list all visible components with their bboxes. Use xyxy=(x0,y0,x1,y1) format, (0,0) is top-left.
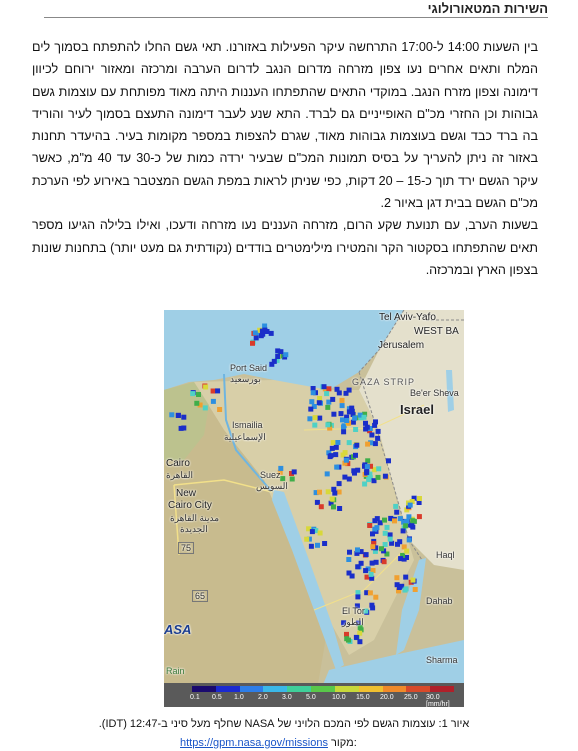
radar-pixel xyxy=(308,407,313,412)
radar-pixel xyxy=(364,552,369,557)
radar-pixel xyxy=(331,440,336,445)
radar-pixel xyxy=(408,503,413,508)
radar-pixel xyxy=(354,443,359,448)
radar-pixel xyxy=(272,359,277,364)
radar-pixel xyxy=(344,632,349,637)
legend-tick: 0.1 xyxy=(190,694,200,701)
radar-pixel xyxy=(376,475,381,480)
legend-swatch xyxy=(335,686,359,692)
radar-pixel xyxy=(250,341,255,346)
legend-swatch xyxy=(406,686,430,692)
label-cairo-ar: القاهرة xyxy=(166,470,193,480)
radar-pixel xyxy=(254,335,259,340)
radar-pixel xyxy=(344,418,349,423)
legend-swatch xyxy=(216,686,240,692)
radar-pixel xyxy=(364,470,369,475)
radar-pixel xyxy=(369,572,374,577)
radar-pixel xyxy=(395,542,400,547)
radar-pixel xyxy=(181,426,186,431)
label-gaza-strip: GAZA STRIP xyxy=(352,377,416,387)
radar-pixel xyxy=(404,586,409,591)
legend-tick: 3.0 xyxy=(282,694,292,701)
radar-pixel xyxy=(385,525,390,530)
radar-pixel xyxy=(315,543,320,548)
label-port-said-ar: بورسعيد xyxy=(230,374,261,384)
radar-pixel xyxy=(362,415,367,420)
radar-pixel xyxy=(313,415,318,420)
radar-pixel xyxy=(350,574,355,579)
radar-pixel xyxy=(379,546,384,551)
legend-tick: 0.5 xyxy=(212,694,222,701)
radar-pixel xyxy=(372,527,377,532)
label-ismailia-ar: الإسماعيلية xyxy=(224,432,266,442)
radar-pixel xyxy=(330,497,335,502)
radar-pixel xyxy=(253,330,258,335)
label-new-cairo-city: Cairo City xyxy=(168,500,212,511)
radar-pixel xyxy=(409,523,414,528)
radar-pixel xyxy=(304,537,309,542)
radar-pixel xyxy=(347,550,352,555)
radar-pixel xyxy=(372,518,377,523)
radar-pixel xyxy=(382,559,387,564)
radar-pixel xyxy=(392,518,397,523)
label-jerusalem: Jerusalem xyxy=(378,340,425,351)
radar-pixel xyxy=(362,482,367,487)
radar-pixel xyxy=(319,504,324,509)
radar-pixel xyxy=(275,348,280,353)
radar-pixel xyxy=(369,603,374,608)
radar-pixel xyxy=(331,504,336,509)
radar-pixel xyxy=(326,489,331,494)
radar-pixel xyxy=(403,523,408,528)
radar-pixel xyxy=(317,400,322,405)
radar-pixel xyxy=(354,635,359,640)
radar-pixel xyxy=(413,587,418,592)
radar-pixel xyxy=(333,452,338,457)
radar-pixel xyxy=(334,465,339,470)
radar-pixel xyxy=(325,422,330,427)
radar-pixel xyxy=(312,423,317,428)
radar-pixel xyxy=(383,474,388,479)
legend-tick: 10.0 xyxy=(332,694,346,701)
radar-pixel xyxy=(211,399,216,404)
radar-pixel xyxy=(370,561,375,566)
radar-pixel xyxy=(315,500,320,505)
radar-pixel xyxy=(322,384,327,389)
radar-pixel xyxy=(375,436,380,441)
radar-pixel xyxy=(367,523,372,528)
radar-pixel xyxy=(376,466,381,471)
caption-source xyxy=(180,737,357,749)
label-beer-sheva: Be'er Sheva xyxy=(410,388,459,398)
radar-pixel xyxy=(373,441,378,446)
label-new-cairo: New xyxy=(176,488,197,499)
legend-tick: 20.0 xyxy=(380,694,394,701)
legend-tick: 2.0 xyxy=(258,694,268,701)
radar-pixel xyxy=(370,544,375,549)
legend-swatch xyxy=(240,686,264,692)
radar-pixel xyxy=(347,388,352,393)
radar-pixel xyxy=(394,575,399,580)
radar-pixel xyxy=(401,528,406,533)
radar-pixel xyxy=(283,352,288,357)
radar-pixel xyxy=(292,469,297,474)
radar-pixel xyxy=(407,537,412,542)
label-port-said: Port Said xyxy=(230,363,268,373)
label-cairo: Cairo xyxy=(166,458,190,469)
radar-pixel xyxy=(417,496,422,501)
radar-pixel xyxy=(317,490,322,495)
label-dahab: Dahab xyxy=(426,596,453,606)
label-el-tor: El Tor xyxy=(342,606,365,616)
label-tel-aviv: Tel Aviv-Yafo xyxy=(379,312,436,323)
radar-pixel xyxy=(324,391,329,396)
radar-pixel xyxy=(411,578,416,583)
radar-pixel xyxy=(203,405,208,410)
radar-pixel xyxy=(330,446,335,451)
radar-pixel xyxy=(326,386,331,391)
radar-pixel xyxy=(352,416,357,421)
radar-pixel xyxy=(386,458,391,463)
legend-swatch xyxy=(359,686,383,692)
label-new-cairo-ar2: الجديدة xyxy=(180,524,208,534)
radar-pixel xyxy=(194,401,199,406)
radar-pixel xyxy=(340,398,345,403)
radar-pixel xyxy=(309,399,314,404)
source-link[interactable]: https://gpm.nasa.gov/missions xyxy=(180,737,328,749)
radar-pixel xyxy=(398,556,403,561)
radar-pixel xyxy=(359,561,364,566)
radar-pixel xyxy=(365,442,370,447)
legend-swatch xyxy=(311,686,335,692)
radar-pixel xyxy=(203,385,208,390)
radar-pixel xyxy=(335,440,340,445)
radar-pixel xyxy=(337,481,342,486)
body-text xyxy=(32,36,538,281)
label-west-bank: WEST BA xyxy=(414,326,459,337)
radar-pixel xyxy=(353,453,358,458)
radar-pixel xyxy=(169,412,174,417)
label-el-tor-ar: الطور xyxy=(342,617,364,627)
legend-tick: 5.0 xyxy=(306,694,316,701)
label-sharma: Sharma xyxy=(426,655,458,665)
radar-pixel xyxy=(337,390,342,395)
radar-pixel xyxy=(339,411,344,416)
legend-tick: 1.0 xyxy=(234,694,244,701)
radar-pixel xyxy=(211,389,216,394)
radar-pixel xyxy=(337,490,342,495)
radar-pixel xyxy=(397,585,402,590)
legend-tick: 15.0 xyxy=(356,694,370,701)
paragraph-2: בשעות הערב, עם תנועת שקע הרום, מזרחה העננים נעו מזרחה ודעכו, ואילו בלילה הגיעו מספר תאים שהתפתחו בסקטור הקר והמטירו מילימטרים בודדים (נקודתית גם מעט יותר) בתחנות שונות בצפון הארץ ובמרכזה. xyxy=(32,218,538,277)
radar-pixel xyxy=(369,433,374,438)
radar-pixel xyxy=(363,568,368,573)
radar-pixel xyxy=(331,412,336,417)
radar-pixel xyxy=(347,477,352,482)
radar-pixel xyxy=(317,416,322,421)
legend-swatch xyxy=(287,686,311,692)
source-label: מקור: xyxy=(331,737,357,749)
radar-pixel xyxy=(373,595,378,600)
radar-pixel xyxy=(329,453,334,458)
legend-ticks xyxy=(164,694,464,708)
radar-pixel xyxy=(347,440,352,445)
radar-pixel xyxy=(353,427,358,432)
radar-pixel xyxy=(337,506,342,511)
radar-pixel xyxy=(325,405,330,410)
radar-pixel xyxy=(290,477,295,482)
radar-pixel xyxy=(340,403,345,408)
radar-pixel xyxy=(318,531,323,536)
radar-pixel xyxy=(403,575,408,580)
radar-pixel xyxy=(376,429,381,434)
radar-pixel xyxy=(370,531,375,536)
paragraph-1: בין השעות 14:00 ל-17:00 התרחשה עיקר הפעילות באזורנו. תאי גשם החלו להתפתח בסמוך לים המלח ותאים אחרים נעו צפון מזרחה מדרום הנגב לדרום הערבה ומרכזה ומאזור ירוחם לכיוון דימונה וצפון מזרח הנגב. במוקדי התאים שהתפתחו העננות היתה מאוד מפותחת עם עוצמות גשם גבוהות וכן החזרי מכ"ם האופייניים גם לברד. התא שנע לעבר דימונה התעצם בסמוך לעיר והוריד בה ברד כבד וגשם בעוצמות גבוהות מאוד, שגרם להצפות במספר מקומות בעיר. בהיעדר תחנות באזור זה ניתן להעריך על בסיס תמונות המכ"ם שבעיר ירדה כמות של כ-30 עד 40 מ"מ, כאשר עיקר הגשם ירד תוך כ-15 – 20 דקות, כפי שניתן לראות במפת הגשם המצטבר באירוע לפי הערכת מכ"ם הגשם בבית דגן באיור 2. xyxy=(32,40,539,211)
radar-pixel xyxy=(311,390,316,395)
radar-pixel xyxy=(190,391,195,396)
header-rule xyxy=(44,17,548,18)
legend-tick: 25.0 xyxy=(404,694,418,701)
radar-pixel xyxy=(309,544,314,549)
radar-pixel xyxy=(344,636,349,641)
radar-pixel xyxy=(344,458,349,463)
radar-pixel xyxy=(330,397,335,402)
radar-pixel xyxy=(393,504,398,509)
label-road-65: 65 xyxy=(192,590,208,602)
document-header xyxy=(0,0,578,18)
radar-pixel xyxy=(265,329,270,334)
radar-pixel xyxy=(260,329,265,334)
radar-pixel xyxy=(410,518,415,523)
radar-pixel xyxy=(342,475,347,480)
radar-pixel xyxy=(217,407,222,412)
label-new-cairo-ar: مدينة القاهرة xyxy=(170,513,220,523)
radar-pixel xyxy=(368,590,373,595)
label-suez: Suez xyxy=(260,470,281,480)
rain-radar-map xyxy=(164,310,464,707)
radar-pixel xyxy=(215,388,220,393)
radar-pixel xyxy=(365,425,370,430)
radar-pixel xyxy=(196,392,201,397)
radar-pixel xyxy=(176,413,181,418)
label-ismailia: Ismailia xyxy=(232,420,263,430)
radar-pixel xyxy=(331,487,336,492)
radar-pixel xyxy=(341,425,346,430)
radar-pixel xyxy=(383,531,388,536)
nasa-logo: ASA xyxy=(164,622,192,637)
legend-swatch xyxy=(430,686,454,692)
radar-pixel xyxy=(417,514,422,519)
legend-swatch xyxy=(192,686,216,692)
radar-pixel xyxy=(382,518,387,523)
radar-pixel xyxy=(343,450,348,455)
radar-pixel xyxy=(341,429,346,434)
radar-pixel xyxy=(346,557,351,562)
radar-pixel xyxy=(307,416,312,421)
legend-swatch xyxy=(263,686,287,692)
label-rain: Rain xyxy=(166,666,185,676)
radar-pixel xyxy=(394,510,399,515)
header-title: השירות המטאורולוגי xyxy=(427,1,548,16)
label-suez-ar: السويس xyxy=(256,481,288,491)
radar-pixel xyxy=(325,471,330,476)
radar-pixel xyxy=(352,471,357,476)
label-haql: Haql xyxy=(436,550,455,560)
radar-pixel xyxy=(357,639,362,644)
radar-pixel xyxy=(355,594,360,599)
rain-rate-legend xyxy=(164,683,464,707)
radar-pixel xyxy=(355,547,360,552)
label-road-75: 75 xyxy=(178,542,194,554)
radar-pixel xyxy=(388,537,393,542)
legend-swatch xyxy=(383,686,407,692)
radar-pixel xyxy=(181,415,186,420)
radar-pixel xyxy=(373,419,378,424)
radar-pixel xyxy=(275,354,280,359)
radar-pixel xyxy=(322,541,327,546)
radar-pixel xyxy=(350,409,355,414)
radar-pixel xyxy=(310,529,315,534)
radar-pixel xyxy=(365,464,370,469)
radar-pixel xyxy=(404,549,409,554)
figure-caption: איור 1: עוצמות הגשם לפי המכם הלויני של NASA שחלף מעל סיני ב-12:47 (IDT). xyxy=(98,718,470,730)
legend-color-bar xyxy=(192,686,454,692)
legend-tick: 30.0 [mm/hr] xyxy=(426,694,450,708)
label-israel: Israel xyxy=(400,402,434,417)
radar-pixel xyxy=(356,590,361,595)
